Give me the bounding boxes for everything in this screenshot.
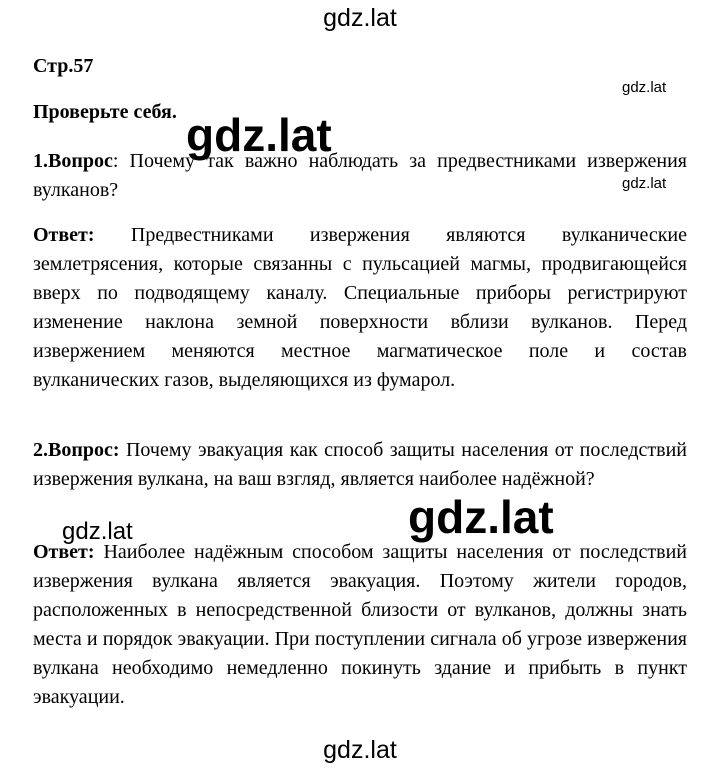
question-2-label: 2.Вопрос: [33, 439, 120, 461]
question-2 [33, 436, 687, 494]
watermark-small-1: gdz.lat [622, 79, 667, 96]
watermark-medium: gdz.lat [62, 518, 133, 545]
section-title: Проверьте себя. [33, 101, 177, 123]
watermark-small-2: gdz.lat [622, 175, 667, 192]
watermark-large-1: gdz.lat [186, 109, 332, 161]
answer-2 [33, 538, 687, 712]
question-1-text: Почему так важно наблюдать за предвестниками извержения вулканов? [33, 150, 687, 201]
watermark-top: gdz.lat [323, 4, 397, 32]
answer-1 [33, 221, 687, 395]
answer-1-text: Предвестниками извержения являются вулканические землетрясения, которые связанны с пульсацией магмы, продвигающейся вверх по подводящему каналу. Специальные приборы регистрируют изменение наклона земной поверхности вблизи вулканов. Перед извержением меняются местное магматическое поле и состав вулканических газов, выделяющихся из фумарол. [33, 224, 687, 391]
question-1 [33, 147, 687, 205]
answer-1-label: Ответ: [33, 224, 95, 246]
watermark-bottom: gdz.lat [323, 736, 397, 764]
answer-2-text: Наиболее надёжным способом защиты населения от последствий извержения вулкана является эвакуация. Поэтому жители городов, расположенных в непосредственной близости от вулканов, должны знать места и порядок эвакуации. При поступлении сигнала об угрозе извержения вулкана необходимо немедленно покинуть здание и прибыть в пункт эвакуации. [33, 541, 687, 708]
question-2-text: Почему эвакуация как способ защиты населения от последствий извержения вулкана, на ваш взгляд, является наиболее надёжной? [33, 439, 687, 490]
answer-2-label: Ответ: [33, 541, 95, 563]
watermark-large-2: gdz.lat [408, 491, 554, 543]
question-1-separator: : [112, 150, 119, 172]
question-1-label: 1.Вопрос [33, 150, 113, 172]
page-number: Стр.57 [33, 55, 94, 77]
